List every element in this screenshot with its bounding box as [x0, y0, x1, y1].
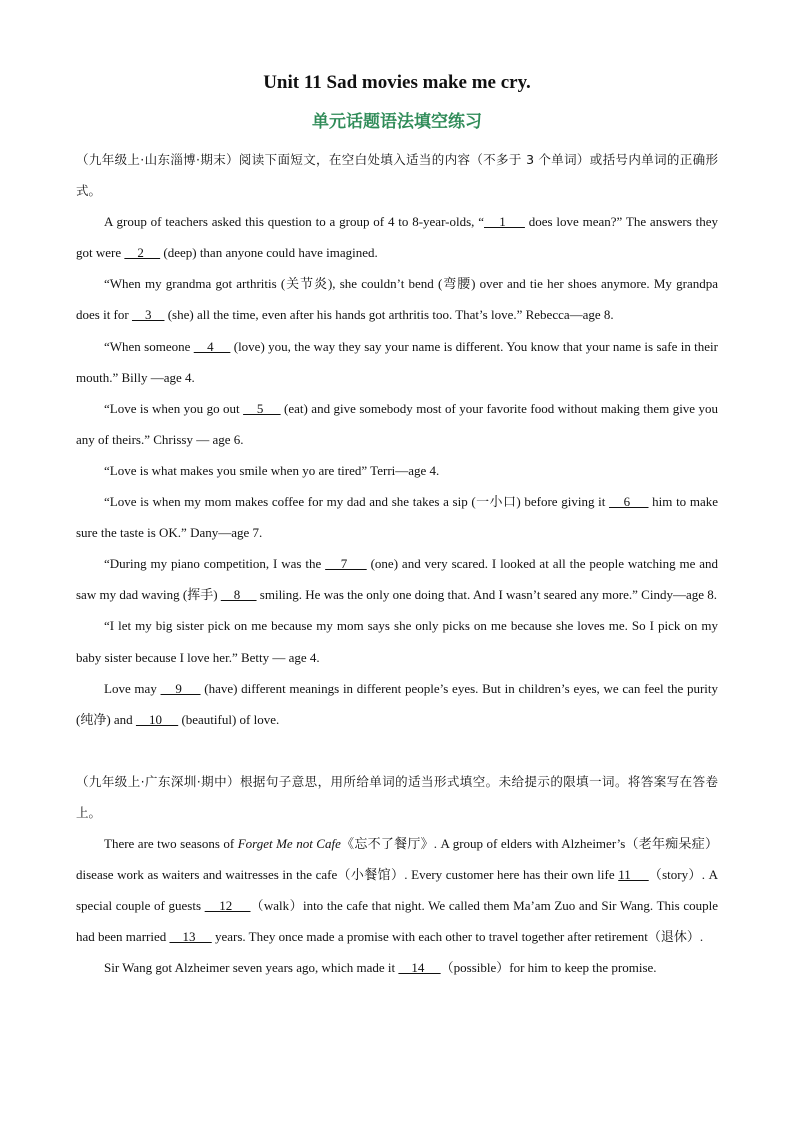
section1-instruction: （九年级上·山东淄博·期末）阅读下面短文，在空白处填入适当的内容（不多于 3 个单词）或括号内单词的正确形式。 — [76, 152, 718, 199]
section-spacer — [76, 735, 718, 766]
page-title: Unit 11 Sad movies make me cry. — [263, 72, 531, 93]
passage2-paragraph-1: There are two seasons of Forget Me not Cafe《忘不了餐厅》. A group of elders with Alzheimer’s（老年痴呆症）disease work as waiters and waitresses in the cafe（小餐馆）. Every customer here has their own life 11 （story）. A special couple of guests 12 （walk）into the cafe that night. We called them Ma’am Zuo and Sir Wang. This couple had been married 13 years. They once made a promise with each other to travel together after retirement（退休）. — [76, 835, 719, 945]
blank-8[interactable]: 8 — [220, 587, 257, 603]
blank-12[interactable]: 12 — [204, 898, 251, 914]
blank-10[interactable]: 10 — [135, 711, 179, 727]
show-title: Forget Me not Cafe — [237, 835, 341, 851]
document-page — [76, 66, 718, 983]
blank-5[interactable]: 5 — [243, 400, 281, 416]
blank-2[interactable]: 2 — [124, 245, 161, 261]
blank-11[interactable]: 11 — [618, 867, 649, 883]
passage1-paragraph-2: “When my grandma got arthritis (关节炎), she couldn’t bend (弯腰) over and tie her shoes anymore. My grandpa does it for 3 (she) all the time, even after his hands got arthritis too. That’s love.” Rebecca—age 8. — [76, 276, 718, 323]
blank-13[interactable]: 13 — [169, 929, 212, 945]
page-subtitle: 单元话题语法填空练习 — [312, 112, 482, 132]
blank-9[interactable]: 9 — [160, 680, 201, 696]
passage1-paragraph-4: “Love is when you go out 5 (eat) and give somebody most of your favorite food without making them give you any of theirs.” Chrissy — age 6. — [76, 400, 719, 447]
passage1-paragraph-8: “I let my big sister pick on me because my mom says she only picks on me because she loves me. So I pick on my baby sister because I love her.” Betty — age 4. — [76, 618, 718, 665]
passage1-paragraph-5: “Love is what makes you smile when yo are tired” Terri—age 4. — [104, 462, 440, 478]
passage1-paragraph-7: “During my piano competition, I was the 7 (one) and very scared. I looked at all the people watching me and saw my dad waving (挥手) 8 smiling. He was the only one doing that. And I wasn’t seared any more.” Cindy—age 8. — [76, 556, 719, 603]
passage2-paragraph-2: Sir Wang got Alzheimer seven years ago, which made it 14 （possible）for him to keep the promise. — [104, 960, 657, 976]
blank-4[interactable]: 4 — [193, 338, 231, 354]
blank-3[interactable]: 3 — [131, 307, 165, 323]
passage1-paragraph-3: “When someone 4 (love) you, the way they say your name is different. You know that your name is safe in their mouth.” Billy —age 4. — [76, 338, 719, 385]
blank-6[interactable]: 6 — [609, 494, 649, 510]
passage1-paragraph-1: A group of teachers asked this question to a group of 4 to 8-year-olds, “ 1 does love mean?” The answers they got were 2 (deep) than anyone could have imagined. — [76, 214, 719, 261]
passage1-paragraph-6: “Love is when my mom makes coffee for my dad and she takes a sip (一小口) before giving it 6 him to make sure the taste is OK.” Dany—age 7. — [76, 494, 719, 541]
blank-7[interactable]: 7 — [325, 556, 367, 572]
section2-instruction: （九年级上·广东深圳·期中）根据句子意思，用所给单词的适当形式填空。未给提示的限填一词。将答案写在答卷上。 — [76, 773, 718, 820]
blank-1[interactable]: 1 — [484, 214, 525, 230]
passage1-paragraph-9: Love may 9 (have) different meanings in different people’s eyes. But in children’s eyes, we can feel the purity (纯净) and 10 (beautiful) of love. — [76, 680, 719, 727]
blank-14[interactable]: 14 — [398, 960, 441, 976]
